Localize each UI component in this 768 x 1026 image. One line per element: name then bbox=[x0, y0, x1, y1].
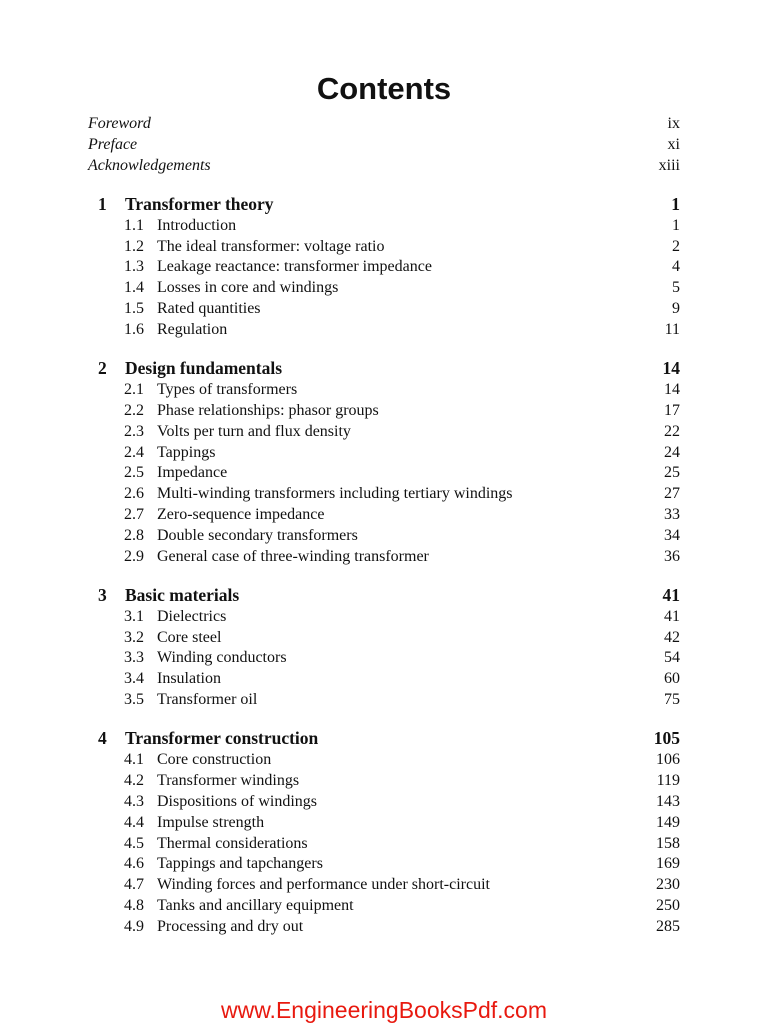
section-title: Zero-sequence impedance bbox=[157, 505, 325, 523]
chapter-number: 3 bbox=[98, 584, 107, 605]
page-number: 41 bbox=[662, 584, 680, 605]
section-entry[interactable] bbox=[88, 771, 680, 792]
spacer bbox=[88, 711, 680, 727]
page-number: 34 bbox=[664, 526, 680, 544]
section-number: 4.7 bbox=[124, 876, 144, 894]
section-entry[interactable] bbox=[88, 896, 680, 917]
section-entry[interactable] bbox=[88, 792, 680, 813]
section-title: Losses in core and windings bbox=[157, 279, 339, 297]
section-number: 1.1 bbox=[124, 216, 144, 234]
section-entry[interactable] bbox=[88, 505, 680, 526]
section-title: Core construction bbox=[157, 751, 272, 769]
chapter-title: Basic materials bbox=[125, 584, 240, 605]
section-entry[interactable] bbox=[88, 422, 680, 443]
chapter-entry[interactable] bbox=[88, 583, 680, 607]
section-title: Double secondary transformers bbox=[157, 526, 358, 544]
page-number: 24 bbox=[664, 443, 680, 461]
section-number: 3.3 bbox=[124, 649, 144, 667]
page-title: Contents bbox=[316, 71, 452, 106]
section-number: 2.9 bbox=[124, 547, 144, 565]
section-title: Winding forces and performance under short-circuit bbox=[157, 876, 490, 894]
section-entry[interactable] bbox=[88, 320, 680, 341]
section-number: 2.1 bbox=[124, 381, 144, 399]
section-entry[interactable] bbox=[88, 854, 680, 875]
chapter-title: Design fundamentals bbox=[125, 358, 283, 379]
section-title: Insulation bbox=[157, 670, 221, 688]
section-number: 2.8 bbox=[124, 526, 144, 544]
section-entry[interactable] bbox=[88, 257, 680, 278]
spacer bbox=[88, 176, 680, 192]
section-number: 2.4 bbox=[124, 443, 144, 461]
section-number: 4.1 bbox=[124, 751, 144, 769]
front-matter-entry[interactable] bbox=[88, 114, 680, 135]
section-entry[interactable] bbox=[88, 628, 680, 649]
spacer bbox=[88, 341, 680, 357]
page-number: 22 bbox=[664, 422, 680, 440]
page-number: ix bbox=[667, 115, 680, 132]
section-entry[interactable] bbox=[88, 750, 680, 771]
page-number: xi bbox=[667, 135, 680, 153]
chapter-title: Transformer construction bbox=[125, 728, 319, 749]
page-number: 1 bbox=[671, 193, 680, 214]
page-number: 60 bbox=[664, 670, 680, 688]
page-number: 5 bbox=[672, 279, 680, 297]
section-title: Processing and dry out bbox=[157, 917, 304, 935]
section-entry[interactable] bbox=[88, 443, 680, 464]
section-title: Tappings and tapchangers bbox=[157, 855, 323, 873]
section-title: Thermal considerations bbox=[157, 834, 308, 852]
section-number: 3.5 bbox=[124, 691, 144, 709]
page-number: 27 bbox=[664, 485, 680, 503]
chapter-number: 1 bbox=[98, 193, 107, 214]
section-title: Phase relationships: phasor groups bbox=[157, 401, 379, 419]
front-matter-entry[interactable] bbox=[88, 156, 680, 177]
page-number: 17 bbox=[664, 401, 680, 419]
section-entry[interactable] bbox=[88, 834, 680, 855]
page-number: 105 bbox=[653, 728, 680, 749]
section-number: 4.2 bbox=[124, 772, 144, 790]
chapter-title: Transformer theory bbox=[125, 193, 274, 214]
section-number: 3.4 bbox=[124, 670, 144, 688]
section-number: 1.4 bbox=[124, 279, 144, 297]
section-title: Dispositions of windings bbox=[157, 792, 318, 810]
section-entry[interactable] bbox=[88, 917, 680, 938]
section-entry[interactable] bbox=[88, 484, 680, 505]
section-entry[interactable] bbox=[88, 607, 680, 628]
page-number: 143 bbox=[656, 792, 680, 810]
section-entry[interactable] bbox=[88, 380, 680, 401]
section-entry[interactable] bbox=[88, 648, 680, 669]
page-number: 42 bbox=[664, 628, 680, 646]
chapter-number: 4 bbox=[98, 728, 107, 749]
page-number: 1 bbox=[672, 216, 680, 234]
section-number: 4.4 bbox=[124, 813, 144, 831]
page-number: 4 bbox=[672, 258, 680, 276]
section-number: 2.5 bbox=[124, 464, 144, 482]
page-number: 14 bbox=[664, 381, 680, 399]
page-number: 230 bbox=[656, 876, 680, 894]
page-number: 106 bbox=[656, 751, 680, 769]
section-entry[interactable] bbox=[88, 216, 680, 237]
section-number: 3.1 bbox=[124, 607, 144, 625]
page-number: 2 bbox=[672, 237, 680, 255]
section-number: 2.3 bbox=[124, 422, 144, 440]
spacer bbox=[88, 567, 680, 583]
page-number: 158 bbox=[656, 834, 680, 852]
section-title: Volts per turn and flux density bbox=[157, 422, 351, 440]
section-title: Rated quantities bbox=[157, 300, 261, 318]
page-number: 250 bbox=[656, 896, 680, 914]
section-number: 1.3 bbox=[124, 258, 144, 276]
page-number: 33 bbox=[664, 505, 680, 523]
section-title: Transformer oil bbox=[157, 691, 258, 709]
section-number: 1.2 bbox=[124, 237, 144, 255]
chapter-number: 2 bbox=[98, 358, 107, 379]
section-title: Multi-winding transformers including tertiary windings bbox=[157, 485, 513, 503]
section-entry[interactable] bbox=[88, 547, 680, 568]
section-entry[interactable] bbox=[88, 237, 680, 258]
section-number: 3.2 bbox=[124, 628, 144, 646]
section-title: Tappings bbox=[157, 443, 216, 461]
page-number: 25 bbox=[664, 464, 680, 482]
section-title: Introduction bbox=[157, 216, 237, 234]
page-number: 169 bbox=[656, 855, 680, 873]
section-number: 2.6 bbox=[124, 485, 144, 503]
section-number: 4.9 bbox=[124, 917, 144, 935]
section-number: 2.2 bbox=[124, 401, 144, 419]
section-entry[interactable] bbox=[88, 669, 680, 690]
footer-watermark-url[interactable]: www.EngineeringBooksPdf.com bbox=[221, 997, 547, 1023]
chapter-entry[interactable] bbox=[88, 356, 680, 380]
section-entry[interactable] bbox=[88, 401, 680, 422]
page-number: xiii bbox=[658, 156, 680, 174]
section-title: Impulse strength bbox=[157, 813, 265, 831]
page-number: 9 bbox=[672, 300, 680, 318]
section-title: Winding conductors bbox=[157, 649, 287, 667]
page-number: 75 bbox=[664, 691, 680, 709]
page-number: 149 bbox=[656, 813, 680, 831]
page-number: 14 bbox=[662, 358, 680, 379]
section-title: Transformer windings bbox=[157, 772, 300, 790]
page-number: 54 bbox=[664, 649, 680, 667]
section-title: General case of three-winding transformer bbox=[157, 547, 429, 565]
page-number: 41 bbox=[664, 607, 680, 625]
section-title: Impedance bbox=[157, 464, 228, 482]
section-entry[interactable] bbox=[88, 690, 680, 711]
front-matter-title: Foreword bbox=[88, 115, 151, 132]
front-matter-entry[interactable] bbox=[88, 135, 680, 156]
section-title: Dielectrics bbox=[157, 607, 227, 625]
section-entry[interactable] bbox=[88, 463, 680, 484]
section-title: Leakage reactance: transformer impedance bbox=[157, 258, 432, 276]
section-number: 1.5 bbox=[124, 300, 144, 318]
front-matter-title: Preface bbox=[88, 135, 138, 153]
section-number: 1.6 bbox=[124, 320, 144, 338]
front-matter-title: Acknowledgements bbox=[88, 156, 211, 174]
section-number: 4.8 bbox=[124, 896, 144, 914]
section-title: Regulation bbox=[157, 320, 228, 338]
section-number: 4.6 bbox=[124, 855, 144, 873]
page-number: 285 bbox=[656, 917, 680, 935]
section-entry[interactable] bbox=[88, 813, 680, 834]
section-title: Types of transformers bbox=[157, 381, 298, 399]
page-number: 11 bbox=[664, 320, 680, 338]
section-entry[interactable] bbox=[88, 278, 680, 299]
section-entry[interactable] bbox=[88, 299, 680, 320]
table-of-contents bbox=[88, 114, 680, 938]
section-entry[interactable] bbox=[88, 526, 680, 547]
page-number: 36 bbox=[664, 547, 680, 565]
section-number: 2.7 bbox=[124, 505, 144, 523]
chapter-entry[interactable] bbox=[88, 726, 680, 750]
section-title: Tanks and ancillary equipment bbox=[157, 896, 354, 914]
section-entry[interactable] bbox=[88, 875, 680, 896]
section-number: 4.3 bbox=[124, 792, 144, 810]
section-title: Core steel bbox=[157, 628, 222, 646]
section-number: 4.5 bbox=[124, 834, 144, 852]
section-title: The ideal transformer: voltage ratio bbox=[157, 237, 385, 255]
chapter-entry[interactable] bbox=[88, 192, 680, 216]
page-number: 119 bbox=[656, 772, 680, 790]
